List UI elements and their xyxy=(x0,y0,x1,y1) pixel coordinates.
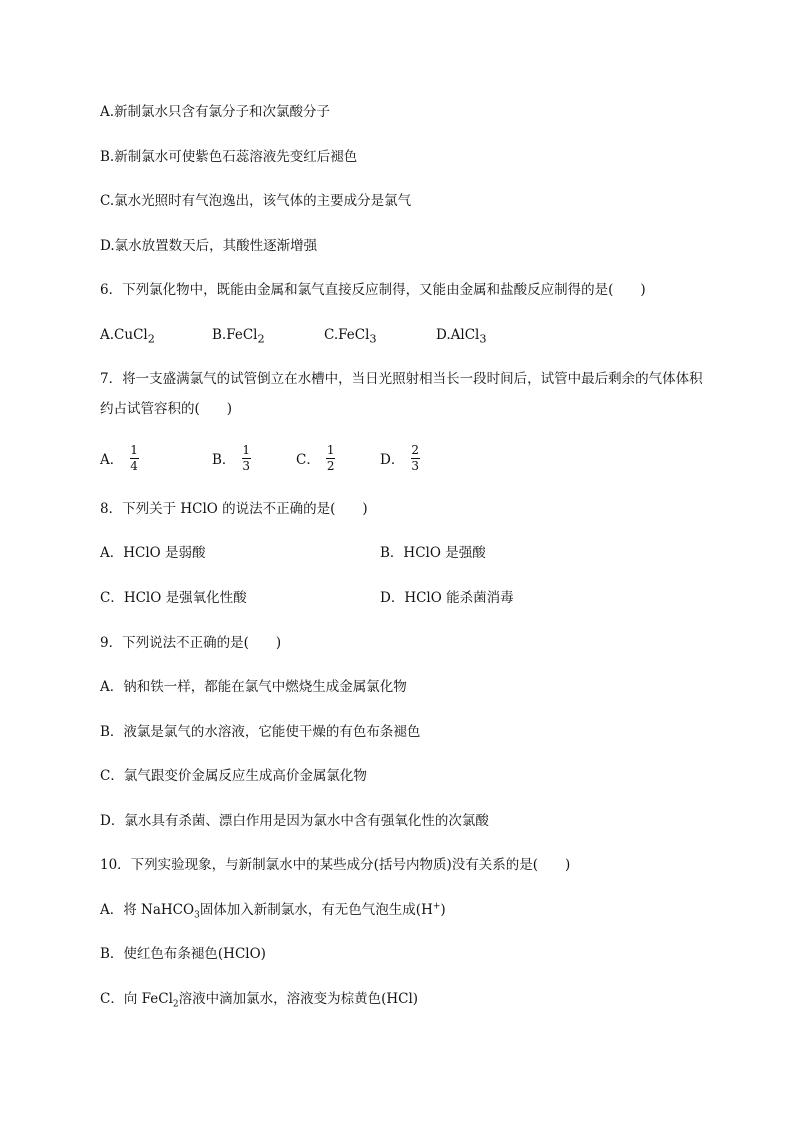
q7-option-d: D． $\frac{2}{3}$ xyxy=(380,442,419,473)
q10-option-b: B．使红色布条褪色(HClO) xyxy=(100,946,266,962)
q7-stem-line-1: 7．将一支盛满氯气的试管倒立在水槽中，当日光照射相当长一段时间后，试管中最后剩余的气体体积 xyxy=(100,371,703,387)
q5-option-c: C.氯水光照时有气泡逸出，该气体的主要成分是氯气 xyxy=(100,193,412,209)
q5-option-d: D.氯水放置数天后，其酸性逐渐增强 xyxy=(100,238,318,254)
fraction: $\frac{2}{3}$ xyxy=(411,442,419,473)
q10-option-c: C．向 FeCl$_2$溶液中滴加氯水，溶液变为棕黄色(HCl) xyxy=(100,991,419,1010)
q9-option-a: A．钠和铁一样，都能在氯气中燃烧生成金属氯化物 xyxy=(100,679,407,695)
fraction: $\frac{1}{2}$ xyxy=(326,442,335,473)
q10-stem: 10．下列实验现象，与新制氯水中的某些成分(括号内物质)没有关系的是( ) xyxy=(100,857,571,873)
q5-option-b: B.新制氯水可使紫色石蕊溶液先变红后褪色 xyxy=(100,149,358,165)
q7-stem-line-2: 约占试管容积的( ) xyxy=(100,401,233,417)
q7-option-a: A． $\frac{1}{4}$ xyxy=(100,442,138,473)
q8-option-a: A．HClO 是弱酸 xyxy=(100,545,206,561)
q5-option-a: A.新制氯水只含有氯分子和次氯酸分子 xyxy=(100,104,331,120)
q9-option-c: C．氯气跟变价金属反应生成高价金属氯化物 xyxy=(100,768,367,784)
q6-option-c: C.FeCl$_3$ xyxy=(324,327,377,346)
q7-option-b: B． $\frac{1}{3}$ xyxy=(212,442,251,473)
q8-option-c: C．HClO 是强氧化性酸 xyxy=(100,590,247,606)
q6-option-b: B.FeCl$_2$ xyxy=(212,327,265,346)
q7-option-c: C． $\frac{1}{2}$ xyxy=(296,442,335,473)
q9-option-b: B．液氯是氯气的水溶液，它能使干燥的有色布条褪色 xyxy=(100,724,421,740)
q9-option-d: D．氯水具有杀菌、漂白作用是因为氯水中含有强氧化性的次氯酸 xyxy=(100,813,489,829)
q10-option-a: A．将 NaHCO$_3$固体加入新制氯水，有无色气泡生成(H+) xyxy=(100,901,446,921)
fraction: $\frac{1}{4}$ xyxy=(130,442,138,473)
fraction: $\frac{1}{3}$ xyxy=(242,442,251,473)
q8-option-d: D．HClO 能杀菌消毒 xyxy=(380,590,514,606)
q9-stem: 9．下列说法不正确的是( ) xyxy=(100,635,282,651)
q8-stem: 8．下列关于 HClO 的说法不正确的是( ) xyxy=(100,501,368,517)
q6-option-d: D.AlCl$_3$ xyxy=(436,327,487,346)
q6-option-a: A.CuCl$_2$ xyxy=(100,327,155,346)
q8-option-b: B．HClO 是强酸 xyxy=(380,545,486,561)
q6-stem: 6．下列氯化物中，既能由金属和氯气直接反应制得，又能由金属和盐酸反应制得的是( ) xyxy=(100,282,646,298)
